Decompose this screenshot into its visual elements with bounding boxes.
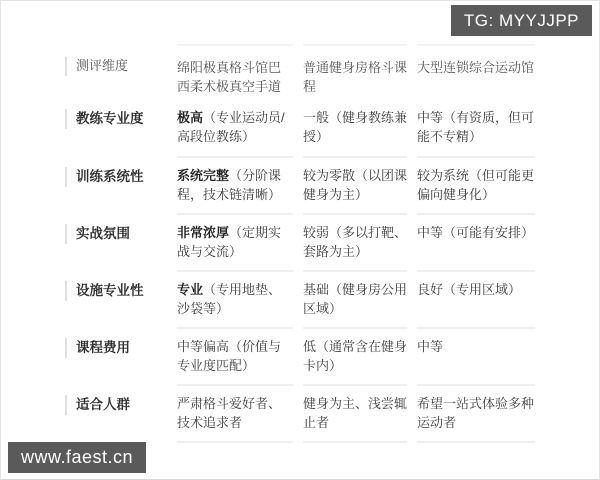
table-cell (417, 215, 535, 272)
table-cell (303, 272, 407, 329)
table-header-dimension (65, 44, 167, 100)
cell-text: 希望一站式体验多种运动者 (417, 396, 535, 430)
table-header-label: 测评维度 (76, 58, 129, 73)
tg-watermark-badge (451, 5, 592, 36)
table-cell (177, 272, 293, 329)
tg-watermark-text: TG: MYYJJPP (463, 10, 579, 30)
table-cell (177, 386, 293, 443)
row-label: 实战氛围 (76, 226, 130, 241)
table-cell (303, 158, 407, 215)
site-watermark (8, 442, 146, 473)
table-header-label: 普通健身房格斗课程 (303, 60, 408, 94)
table-header-label: 大型连锁综合运动馆 (417, 60, 535, 75)
row-label-cell (65, 158, 167, 215)
row-left-tick (65, 109, 144, 129)
table-cell (177, 100, 293, 158)
site-watermark-text: www.faest.cn (21, 447, 134, 467)
table-cell (417, 272, 535, 329)
cell-highlight: 专业 (177, 282, 204, 297)
cell-highlight: 系统完整 (177, 168, 230, 183)
cell-highlight: 非常浓厚 (177, 225, 230, 240)
cell-text: 中等（有资质，但可能不专精） (417, 110, 535, 144)
table-cell (303, 386, 407, 443)
row-left-tick (65, 167, 144, 187)
row-left-tick (65, 281, 144, 301)
cell-text: 中等（可能有安排） (417, 225, 535, 240)
table-cell (417, 329, 535, 386)
row-label-cell (65, 272, 167, 329)
table-cell (417, 386, 535, 443)
table-cell (417, 100, 535, 158)
cell-text: 中等偏高（价值与专业度匹配） (177, 339, 282, 373)
table-header-regular-gym (303, 44, 407, 100)
table-header-kyokushin-gym (177, 44, 293, 100)
row-label-cell (65, 100, 167, 158)
row-label: 训练系统性 (76, 169, 144, 184)
comparison-table (65, 44, 535, 443)
cell-text: 一般（健身教练兼授） (303, 110, 408, 144)
cell-text: 较弱（多以打靶、套路为主） (303, 225, 408, 259)
row-label: 教练专业度 (76, 111, 144, 126)
cell-text: 良好（专用区域） (417, 282, 522, 297)
row-left-tick (65, 224, 130, 244)
cell-text: 严肃格斗爱好者、技术追求者 (177, 396, 282, 430)
cell-text: （分阶课程，技术链清晰） (177, 168, 282, 202)
row-left-tick (65, 395, 130, 415)
cell-text: 中等 (417, 339, 444, 354)
cell-text: （专用地垫、沙袋等） (177, 282, 282, 316)
cell-text: 较为系统（但可能更偏向健身化） (417, 168, 535, 202)
row-label: 适合人群 (76, 397, 130, 412)
table-cell (177, 158, 293, 215)
row-label-cell (65, 329, 167, 386)
table-cell (177, 329, 293, 386)
cell-text: 基础（健身房公用区域） (303, 282, 408, 316)
cell-text: 较为零散（以团课健身为主） (303, 168, 408, 202)
table-cell (303, 329, 407, 386)
cell-text: 健身为主、浅尝辄止者 (303, 396, 408, 430)
table-header-label: 绵阳极真格斗馆巴西柔术极真空手道 (177, 60, 282, 94)
row-left-tick (65, 338, 130, 358)
cell-text: （专业运动员/高段位教练） (177, 110, 285, 144)
table-cell (177, 215, 293, 272)
row-label: 设施专业性 (76, 283, 144, 298)
table-header-chain-sports-center (417, 44, 535, 100)
table-cell (303, 100, 407, 158)
cell-text: （定期实战与交流） (177, 225, 282, 259)
table-cell (417, 158, 535, 215)
cell-text: 低（通常含在健身卡内） (303, 339, 408, 373)
row-label-cell (65, 386, 167, 443)
table-cell (303, 215, 407, 272)
cell-highlight: 极高 (177, 110, 204, 125)
header-left-tick (65, 57, 128, 76)
row-label: 课程费用 (76, 340, 130, 355)
row-label-cell (65, 215, 167, 272)
